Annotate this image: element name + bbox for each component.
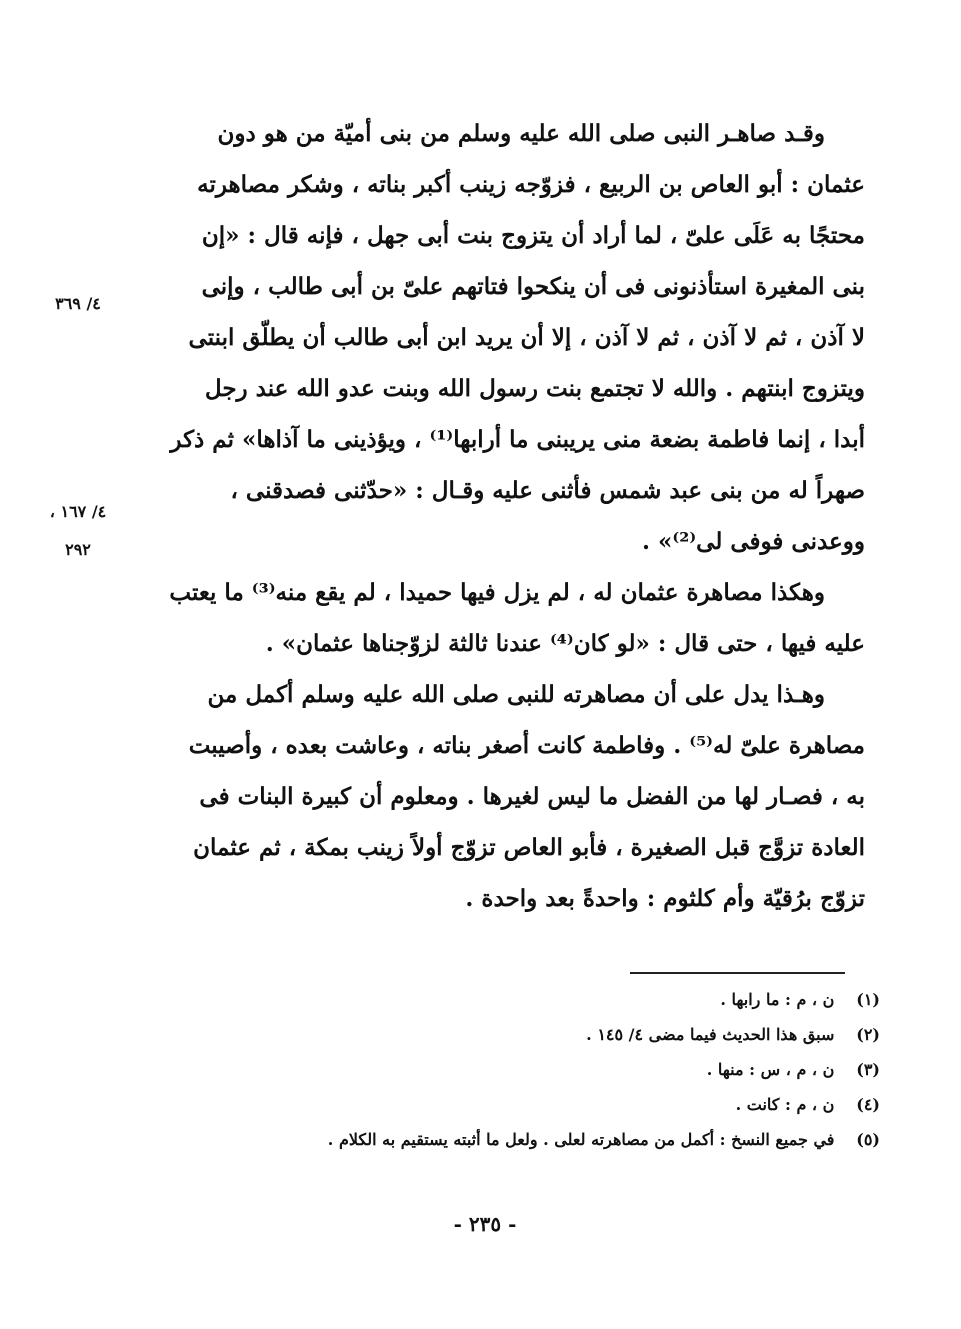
footnote-text: ن ، م ، س : منها .: [706, 1060, 835, 1079]
text-line: وهكذا مصاهرة عثمان له ، لم يزل فيها حميدا ، لم يقع منه⁽³⁾ ما يعتب: [169, 579, 825, 606]
text-line: به ، فصـار لها من الفضل ما ليس لغيرها . ومعلوم أن كبيرة البنات فى: [199, 783, 865, 810]
footnote-divider: [630, 972, 845, 974]
main-text: [150, 108, 865, 924]
text-line: محتجًا به عَلَى علىّ ، لما أراد أن يتزوج بنت أبى جهل ، فإنه قال : «إن: [201, 222, 865, 249]
text-line: ويتزوج ابنتهم . والله لا تجتمع بنت رسول الله وبنت عدو الله عند رجل: [204, 375, 865, 402]
footnote-text: في جميع النسخ : أكمل من مصاهرته لعلى . ولعل ما أثبته يستقيم به الكلام .: [327, 1130, 835, 1149]
footnote-number: (٥): [856, 1130, 880, 1149]
text-line: وقـد صاهـر النبى صلى الله عليه وسلم من بنى أميّة من هو دون: [217, 120, 825, 147]
footnote: [240, 1017, 880, 1052]
text-line: عليه فيها ، حتى قال : «لو كان⁽⁴⁾ عندنا ثالثة لزوّجناها عثمان» .: [265, 630, 865, 657]
footnote: [240, 1052, 880, 1087]
margin-reference: ٢٩٢: [65, 540, 91, 559]
footnote: [240, 1087, 880, 1122]
footnote-text: سبق هذا الحديث فيما مضى ٤/ ١٤٥ .: [586, 1025, 835, 1044]
text-line: ووعدنى فوفى لى⁽²⁾» .: [642, 528, 865, 555]
footnote-text: ن ، م : كانت .: [735, 1095, 835, 1114]
text-line: عثمان : أبو العاص بن الربيع ، فزوّجه زينب أكبر بناته ، وشكر مصاهرته: [197, 171, 865, 198]
text-line: أبدا ، إنما فاطمة بضعة منى يريبنى ما أرابها⁽¹⁾ ، ويؤذينى ما آذاها» ثم ذكر: [170, 426, 865, 453]
margin-reference: ٤/ ١٦٧ ،: [49, 502, 107, 521]
footnote-number: (٣): [856, 1060, 880, 1079]
footnote-number: (١): [856, 990, 880, 1009]
text-line: تزوّج برُقيّة وأم كلثوم : واحدةً بعد واحدة .: [465, 885, 865, 912]
text-line: بنى المغيرة استأذنونى فى أن ينكحوا فتاتهم علىّ بن أبى طالب ، وإنى: [201, 273, 865, 300]
margin-reference: ٤/ ٣٦٩: [55, 294, 101, 313]
page-number: - ٢٣٥ -: [453, 1212, 517, 1236]
footnotes: [240, 982, 880, 1157]
footnote-number: (٤): [856, 1095, 880, 1114]
footnote: [240, 1122, 880, 1157]
text-line: صهراً له من بنى عبد شمس فأثنى عليه وقـال : «حدّثنى فصدقنى ،: [230, 477, 865, 504]
text-line: وهـذا يدل على أن مصاهرته للنبى صلى الله عليه وسلم أكمل من: [207, 681, 825, 708]
text-line: مصاهرة علىّ له⁽⁵⁾ . وفاطمة كانت أصغر بناته ، وعاشت بعده ، وأصيبت: [188, 732, 865, 759]
footnote-number: (٢): [856, 1025, 880, 1044]
text-line: لا آذن ، ثم لا آذن ، ثم لا آذن ، إلا أن يريد ابن أبى طالب أن يطلّق ابنتى: [188, 324, 865, 351]
text-line: العادة تزوَّج قبل الصغيرة ، فأبو العاص تزوّج أولاً زينب بمكة ، ثم عثمان: [193, 834, 865, 861]
footnote: [240, 982, 880, 1017]
footnote-text: ن ، م : ما رابها .: [720, 990, 835, 1009]
